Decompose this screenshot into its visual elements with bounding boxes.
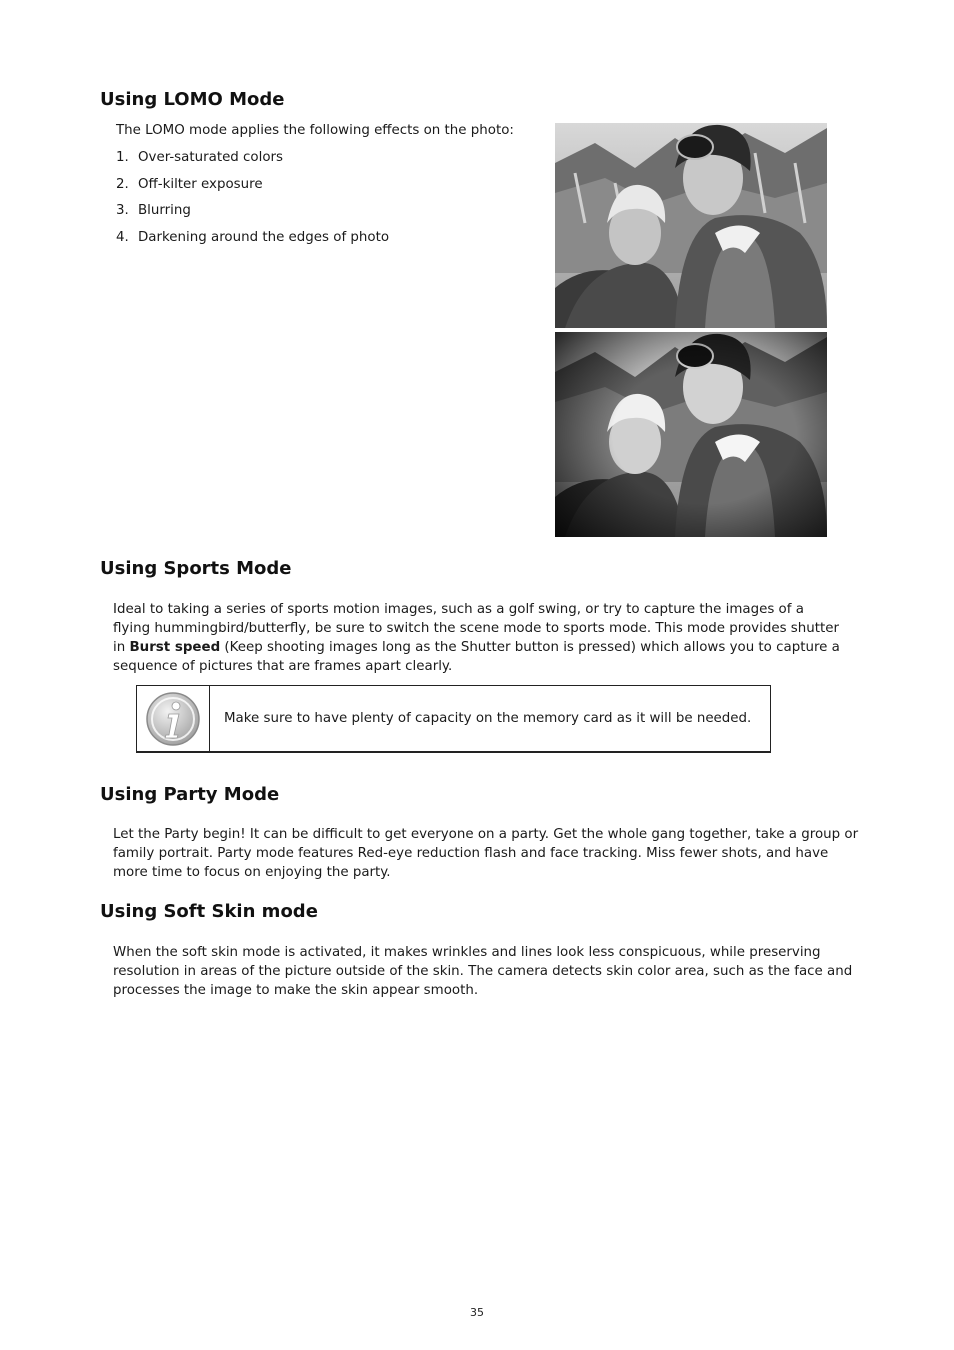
info-icon xyxy=(145,691,201,747)
party-heading: Using Party Mode xyxy=(100,784,280,805)
page-number: 35 xyxy=(470,1306,484,1319)
lomo-intro: The LOMO mode applies the following effects on the photo: xyxy=(116,123,514,138)
sports-paragraph: Ideal to taking a series of sports motion images, such as a golf swing, or try to capture the images of a flying hummingbird/butterfly, be sure to switch the scene mode to sports mode. This mode provides shutter in Burst speed (Keep shooting images long as the Shutter button is pressed) which allows you to capture a sequence of pictures that are frames apart clearly. xyxy=(113,602,840,674)
softskin-heading: Using Soft Skin mode xyxy=(100,901,318,922)
party-paragraph: Let the Party begin! It can be difficult to get everyone on a party. Get the whole gang together, take a group or family portrait. Party mode features Red-eye reduction flash and face tracking. Miss fewer shots, and have more time to focus on enjoying the party. xyxy=(113,827,859,880)
list-item: 2. Off-kilter exposure xyxy=(116,176,263,192)
list-item: 4. Darkening around the edges of photo xyxy=(116,229,390,245)
softskin-paragraph: When the soft skin mode is activated, it makes wrinkles and lines look less conspicuous, while preserving resolution in areas of the picture outside of the skin. The camera detects skin color area, such as the face and processes the image to make the skin appear smooth. xyxy=(113,945,853,998)
sports-heading: Using Sports Mode xyxy=(100,558,292,579)
sample-photo-original xyxy=(555,123,827,328)
burst-speed-term: Burst speed xyxy=(129,640,221,655)
lomo-effects-list xyxy=(116,148,389,254)
note-box xyxy=(136,685,771,753)
lomo-heading: Using LOMO Mode xyxy=(100,89,285,110)
list-item: 1. Over-saturated colors xyxy=(116,150,284,165)
note-icon-cell xyxy=(137,686,210,751)
sample-photo-lomo xyxy=(555,332,827,537)
note-text: Make sure to have plenty of capacity on the memory card as it will be needed. xyxy=(224,711,752,726)
list-item: 3. Blurring xyxy=(116,203,191,218)
